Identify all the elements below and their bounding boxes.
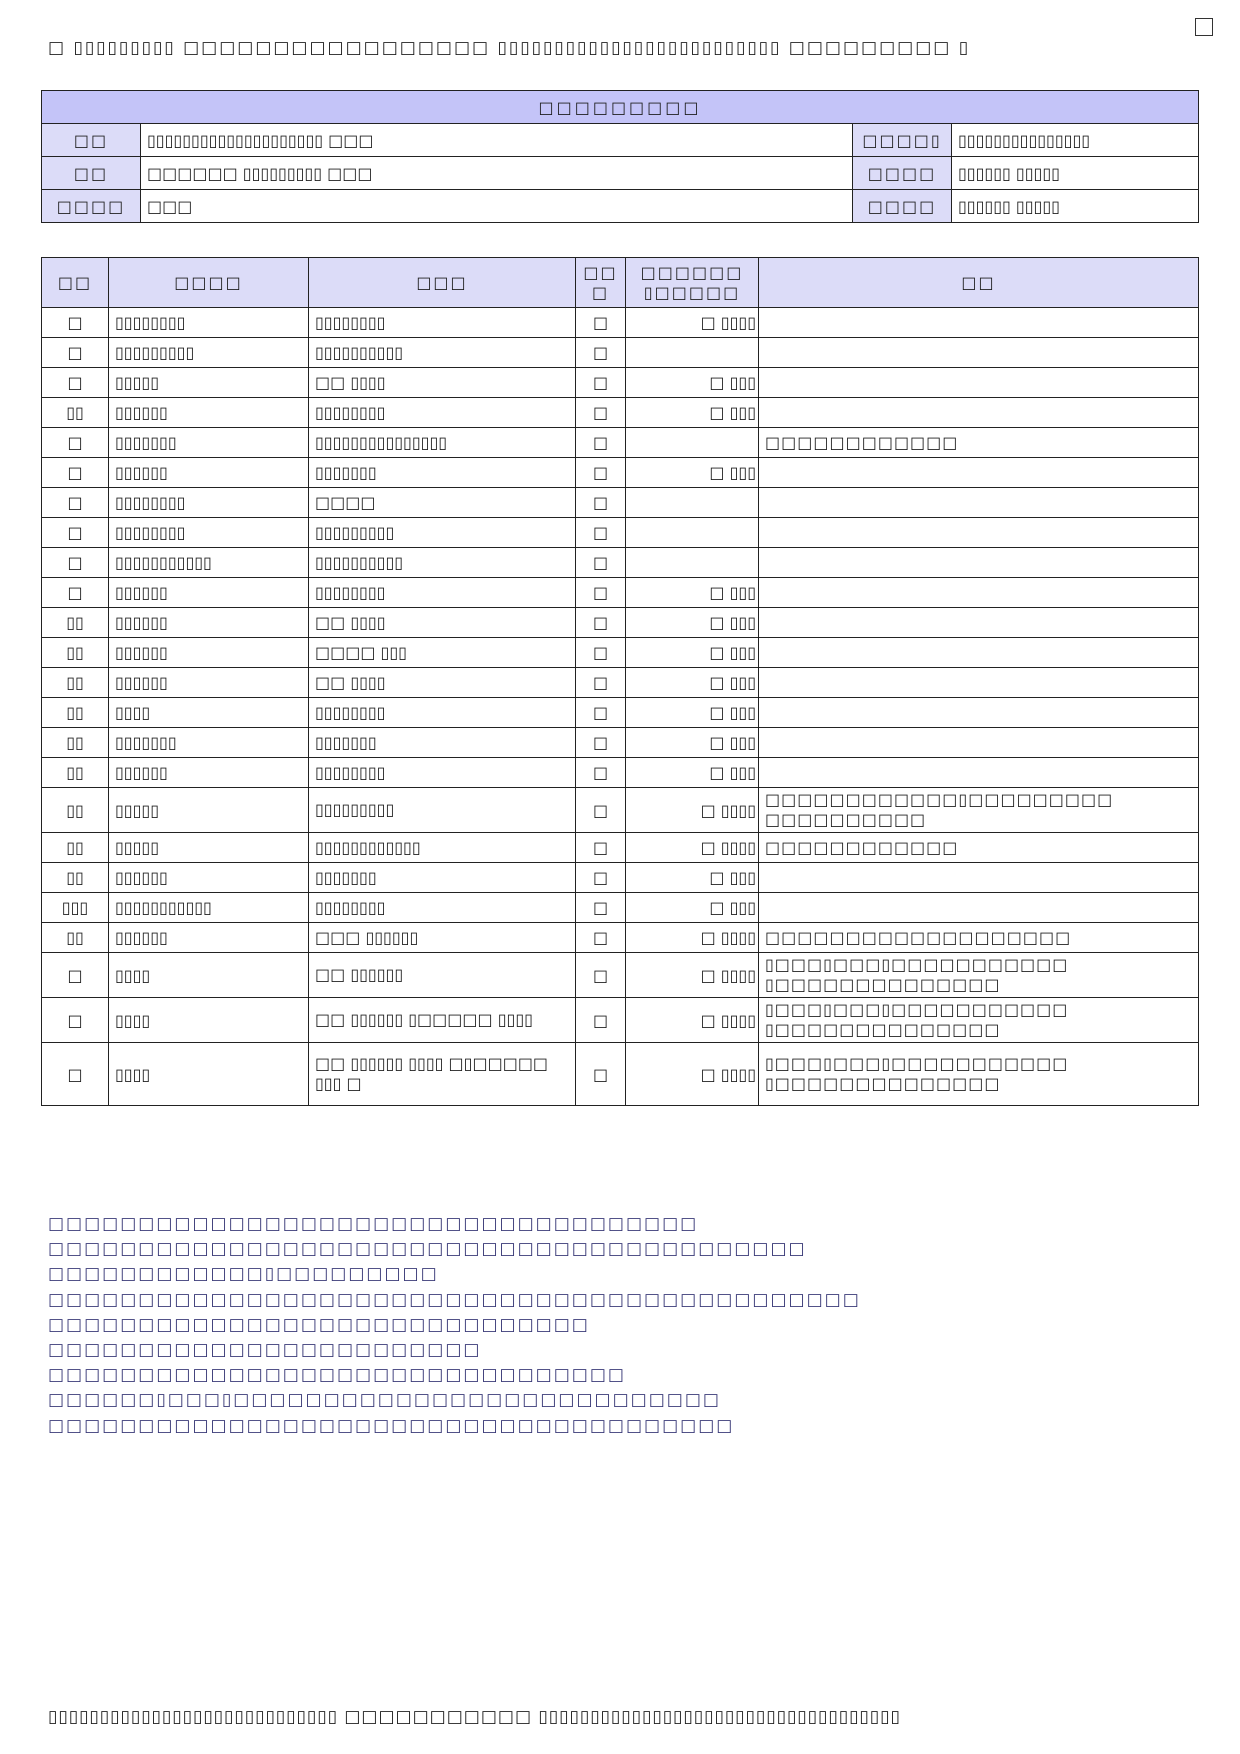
cell-flag: □	[576, 758, 626, 788]
cell-no: □	[42, 1043, 109, 1106]
cell-flag: □	[576, 923, 626, 953]
info-row	[42, 190, 1199, 223]
cell-no: □	[42, 488, 109, 518]
cell-flag: □	[576, 668, 626, 698]
cell-note	[759, 608, 1199, 638]
cell-size: □ ▯▯▯	[626, 368, 759, 398]
cell-note	[759, 548, 1199, 578]
cell-size: □ ▯▯▯▯	[626, 998, 759, 1043]
cell-name: ▯▯▯▯▯▯▯▯	[109, 518, 309, 548]
table-row	[42, 953, 1199, 998]
cell-flag: □	[576, 893, 626, 923]
table-row	[42, 398, 1199, 428]
table-row	[42, 308, 1199, 338]
cell-type: □□ ▯▯▯▯▯▯ ▯□□□□□ ▯▯▯▯	[309, 998, 576, 1043]
cell-size: □ ▯▯▯▯	[626, 953, 759, 998]
cell-no: □	[42, 368, 109, 398]
cell-flag: □	[576, 308, 626, 338]
cell-note	[759, 893, 1199, 923]
cell-flag: □	[576, 608, 626, 638]
info-table-header: □□□□□□□□□	[42, 91, 1199, 124]
table-row	[42, 668, 1199, 698]
cell-type: ▯▯▯▯▯▯▯▯	[309, 308, 576, 338]
cell-note	[759, 638, 1199, 668]
column-header: □□□□	[109, 258, 309, 308]
cell-note: □□□□□□□□□□□□▯□□□□□□□□□ □□□□□□□□□□	[759, 788, 1199, 833]
cell-note	[759, 728, 1199, 758]
cell-size	[626, 428, 759, 458]
cell-type: ▯▯▯▯▯▯▯▯▯▯▯▯	[309, 833, 576, 863]
cell-note: □□□□□□□□□□□□□□□□□□□	[759, 923, 1199, 953]
cell-size: □ ▯▯▯	[626, 668, 759, 698]
note-line: □□□□□□□□□□□□□□□□□□□□□□□□□□□□□□□□□□□□□□□□□□	[48, 1239, 807, 1260]
cell-note: □□□□□□□□□□□□	[759, 833, 1199, 863]
cell-no: ▯▯	[42, 923, 109, 953]
cell-type: □□ ▯▯▯▯▯▯	[309, 953, 576, 998]
cell-note	[759, 308, 1199, 338]
info-value: ▯▯▯▯▯▯▯▯▯▯▯▯▯▯▯	[952, 124, 1199, 157]
cell-no: □	[42, 548, 109, 578]
info-value: ▯▯▯▯▯▯ ▯▯▯▯▯	[952, 190, 1199, 223]
cell-type: ▯▯▯▯▯▯▯▯	[309, 758, 576, 788]
document-title-line: □ ▯▯▯▯▯▯▯▯▯ □□□□□□□□□□□□□□□□□ ▯▯▯▯▯▯▯▯▯▯▯▯▯▯▯▯▯▯▯▯▯▯▯▯▯ □□□□□□□□□ ▯	[48, 38, 971, 58]
cell-no: □	[42, 308, 109, 338]
cell-type: □□ ▯▯▯▯▯▯ ▯▯▯▯ □▯□□□□□ ▯▯▯ □	[309, 1043, 576, 1106]
table-row	[42, 458, 1199, 488]
cell-no: □	[42, 458, 109, 488]
table-row	[42, 368, 1199, 398]
cell-note	[759, 578, 1199, 608]
cell-type: □□ ▯▯▯▯	[309, 608, 576, 638]
cell-note	[759, 368, 1199, 398]
cell-note	[759, 518, 1199, 548]
cell-type: ▯▯▯▯▯▯▯▯	[309, 698, 576, 728]
cell-flag: □	[576, 833, 626, 863]
cell-flag: □	[576, 788, 626, 833]
cell-size	[626, 518, 759, 548]
cell-size: □ ▯▯▯	[626, 458, 759, 488]
table-row	[42, 788, 1199, 833]
info-label: □□□□	[42, 190, 141, 223]
cell-size: □ ▯▯▯▯	[626, 923, 759, 953]
cell-type: ▯▯▯▯▯▯▯▯▯▯	[309, 338, 576, 368]
page-marker	[1195, 18, 1213, 36]
cell-type: ▯▯▯▯▯▯▯▯	[309, 398, 576, 428]
cell-no: □	[42, 953, 109, 998]
table-row	[42, 428, 1199, 458]
cell-name: ▯▯▯▯▯▯▯▯▯▯▯	[109, 548, 309, 578]
cell-size: □ ▯▯▯	[626, 863, 759, 893]
cell-size	[626, 488, 759, 518]
cell-no: ▯▯	[42, 638, 109, 668]
cell-size: □ ▯▯▯	[626, 728, 759, 758]
cell-type: ▯▯▯▯▯▯▯▯▯	[309, 518, 576, 548]
cell-note	[759, 398, 1199, 428]
cell-type: □□□□ ▯▯▯	[309, 638, 576, 668]
footer-line: ▯▯▯▯▯▯▯▯▯▯▯▯▯▯▯▯▯▯▯▯▯▯▯▯▯▯▯▯ □□□□□□□□□□□ ▯▯▯▯▯▯▯▯▯▯▯▯▯▯▯▯▯▯▯▯▯▯▯▯▯▯▯▯▯▯▯▯▯▯▯	[48, 1707, 901, 1727]
cell-no: ▯▯	[42, 698, 109, 728]
cell-no: ▯▯	[42, 728, 109, 758]
cell-flag: □	[576, 1043, 626, 1106]
cell-note: ▯□□□▯□□□▯□□□□□□□□□□□ ▯□□□□□□□□□□□□□□	[759, 953, 1199, 998]
info-table	[41, 90, 1199, 223]
cell-size: □ ▯▯▯▯	[626, 788, 759, 833]
cell-note	[759, 758, 1199, 788]
cell-type: ▯▯▯▯▯▯▯▯▯	[309, 788, 576, 833]
cell-size: □ ▯▯▯	[626, 698, 759, 728]
cell-no: ▯▯	[42, 668, 109, 698]
cell-flag: □	[576, 338, 626, 368]
cell-no: ▯▯	[42, 398, 109, 428]
info-label: □□	[42, 157, 141, 190]
notes-block	[48, 1212, 1198, 1439]
cell-name: ▯▯▯▯▯	[109, 833, 309, 863]
cell-flag: □	[576, 953, 626, 998]
info-value: □□□	[141, 190, 853, 223]
table-row	[42, 698, 1199, 728]
cell-flag: □	[576, 698, 626, 728]
cell-no: ▯▯	[42, 863, 109, 893]
info-label: □□	[42, 124, 141, 157]
cell-size: □ ▯▯▯▯	[626, 1043, 759, 1106]
cell-name: ▯▯▯▯▯▯	[109, 398, 309, 428]
cell-no: ▯▯▯	[42, 893, 109, 923]
note-line: □□□□□□□□□□□□□□□□□□□□□□□□	[48, 1340, 482, 1361]
cell-type: □□ ▯▯▯▯	[309, 368, 576, 398]
column-header: □□□	[309, 258, 576, 308]
cell-size: □ ▯▯▯	[626, 638, 759, 668]
cell-flag: □	[576, 488, 626, 518]
cell-no: □	[42, 998, 109, 1043]
table-row	[42, 608, 1199, 638]
table-row	[42, 518, 1199, 548]
cell-no: ▯▯	[42, 758, 109, 788]
info-label: □□□□	[853, 157, 952, 190]
cell-type: ▯▯▯▯▯▯▯▯▯▯▯▯▯▯▯	[309, 428, 576, 458]
cell-name: ▯▯▯▯▯▯	[109, 923, 309, 953]
cell-type: ▯▯▯▯▯▯▯▯▯▯	[309, 548, 576, 578]
cell-name: ▯▯▯▯▯▯▯▯▯▯▯	[109, 893, 309, 923]
cell-size	[626, 338, 759, 368]
cell-type: □□□□	[309, 488, 576, 518]
table-row	[42, 833, 1199, 863]
cell-no: ▯▯	[42, 788, 109, 833]
column-header: □□	[759, 258, 1199, 308]
cell-flag: □	[576, 728, 626, 758]
cell-no: □	[42, 338, 109, 368]
cell-no: ▯▯	[42, 833, 109, 863]
cell-name: ▯▯▯▯▯▯	[109, 608, 309, 638]
column-header: □□□□□□ ▯□□□□□	[626, 258, 759, 308]
cell-size: □ ▯▯▯	[626, 578, 759, 608]
note-line: □□□□□□□□□□□□□□□□□□□□□□□□□□□□□□□□□□□□□□□□□□□□□	[48, 1289, 861, 1310]
note-line: □□□□□□▯□□□▯□□□□□□□□□□□□□□□□□□□□□□□□□□□	[48, 1390, 721, 1411]
cell-name: ▯▯▯▯▯▯	[109, 458, 309, 488]
cell-note: ▯□□□▯□□□▯□□□□□□□□□□□ ▯□□□□□□□□□□□□□□	[759, 998, 1199, 1043]
cell-name: ▯▯▯▯▯▯	[109, 638, 309, 668]
cell-name: ▯▯▯▯	[109, 998, 309, 1043]
cell-name: ▯▯▯▯	[109, 953, 309, 998]
cell-type: ▯▯▯▯▯▯▯▯	[309, 893, 576, 923]
info-row	[42, 157, 1199, 190]
cell-size: □ ▯▯▯	[626, 398, 759, 428]
info-label: □□□□	[853, 190, 952, 223]
cell-type: □□□ ▯▯▯▯▯▯	[309, 923, 576, 953]
cell-no: □	[42, 428, 109, 458]
cell-note: □□□□□□□□□□□□	[759, 428, 1199, 458]
cell-name: ▯▯▯▯▯▯▯	[109, 428, 309, 458]
cell-flag: □	[576, 518, 626, 548]
cell-note	[759, 488, 1199, 518]
note-line: □□□□□□□□□□□□□□□□□□□□□□□□□□□□□□□□□□□□	[48, 1214, 699, 1234]
cell-note	[759, 698, 1199, 728]
column-header: □□	[42, 258, 109, 308]
info-value: ▯▯▯▯▯▯ ▯▯▯▯▯	[952, 157, 1199, 190]
cell-size: □ ▯▯▯▯	[626, 308, 759, 338]
cell-flag: □	[576, 398, 626, 428]
cell-flag: □	[576, 368, 626, 398]
cell-no: □	[42, 518, 109, 548]
table-row	[42, 1043, 1199, 1106]
cell-type: □□ ▯▯▯▯	[309, 668, 576, 698]
cell-name: ▯▯▯▯	[109, 698, 309, 728]
cell-name: ▯▯▯▯▯▯▯▯	[109, 308, 309, 338]
table-row	[42, 728, 1199, 758]
cell-no: □	[42, 578, 109, 608]
info-value: ▯▯▯▯▯▯▯▯▯▯▯▯▯▯▯▯▯▯▯▯ □□□	[141, 124, 853, 157]
cell-flag: □	[576, 548, 626, 578]
cell-name: ▯▯▯▯▯▯	[109, 863, 309, 893]
cell-name: ▯▯▯▯	[109, 1043, 309, 1106]
table-row	[42, 488, 1199, 518]
table-row	[42, 893, 1199, 923]
cell-note: ▯□□□▯□□□▯□□□□□□□□□□□ ▯□□□□□□□□□□□□□□	[759, 1043, 1199, 1106]
cell-size: □ ▯▯▯▯	[626, 833, 759, 863]
cell-flag: □	[576, 863, 626, 893]
cell-size	[626, 548, 759, 578]
cell-name: ▯▯▯▯▯▯▯▯▯	[109, 338, 309, 368]
note-line: □□□□□□□□□□□□▯□□□□□□□□□	[48, 1264, 439, 1285]
cell-name: ▯▯▯▯▯▯▯▯	[109, 488, 309, 518]
cell-note	[759, 458, 1199, 488]
cell-type: ▯▯▯▯▯▯▯▯	[309, 578, 576, 608]
note-line: □□□□□□□□□□□□□□□□□□□□□□□□□□□□□□□□	[48, 1365, 626, 1386]
table-row	[42, 338, 1199, 368]
cell-flag: □	[576, 998, 626, 1043]
cell-name: ▯▯▯▯▯▯▯	[109, 728, 309, 758]
table-row	[42, 548, 1199, 578]
cell-size: □ ▯▯▯	[626, 608, 759, 638]
table-row	[42, 578, 1199, 608]
info-value: □□□□□□ ▯▯▯▯▯▯▯▯▯ □□□	[141, 157, 853, 190]
fields-table	[41, 257, 1199, 1106]
cell-size: □ ▯▯▯	[626, 893, 759, 923]
cell-type: ▯▯▯▯▯▯▯	[309, 728, 576, 758]
note-line: □□□□□□□□□□□□□□□□□□□□□□□□□□□□□□	[48, 1314, 590, 1335]
cell-name: ▯▯▯▯▯▯	[109, 668, 309, 698]
cell-note	[759, 338, 1199, 368]
cell-name: ▯▯▯▯▯▯	[109, 758, 309, 788]
cell-name: ▯▯▯▯▯▯	[109, 578, 309, 608]
cell-flag: □	[576, 458, 626, 488]
table-row	[42, 923, 1199, 953]
cell-size: □ ▯▯▯	[626, 758, 759, 788]
note-line: □□□□□□□□□□□□□□□□□□□□□□□□□□□□□□□□□□□□□□	[48, 1415, 735, 1436]
table-row	[42, 863, 1199, 893]
cell-flag: □	[576, 428, 626, 458]
cell-type: ▯▯▯▯▯▯▯	[309, 863, 576, 893]
cell-flag: □	[576, 578, 626, 608]
cell-name: ▯▯▯▯▯	[109, 788, 309, 833]
cell-no: ▯▯	[42, 608, 109, 638]
table-row	[42, 638, 1199, 668]
column-header: □□ □	[576, 258, 626, 308]
cell-type: ▯▯▯▯▯▯▯	[309, 458, 576, 488]
cell-flag: □	[576, 638, 626, 668]
cell-note	[759, 668, 1199, 698]
cell-note	[759, 863, 1199, 893]
table-row	[42, 758, 1199, 788]
table-row	[42, 998, 1199, 1043]
info-row	[42, 124, 1199, 157]
info-label: □□□□▯	[853, 124, 952, 157]
cell-name: ▯▯▯▯▯	[109, 368, 309, 398]
